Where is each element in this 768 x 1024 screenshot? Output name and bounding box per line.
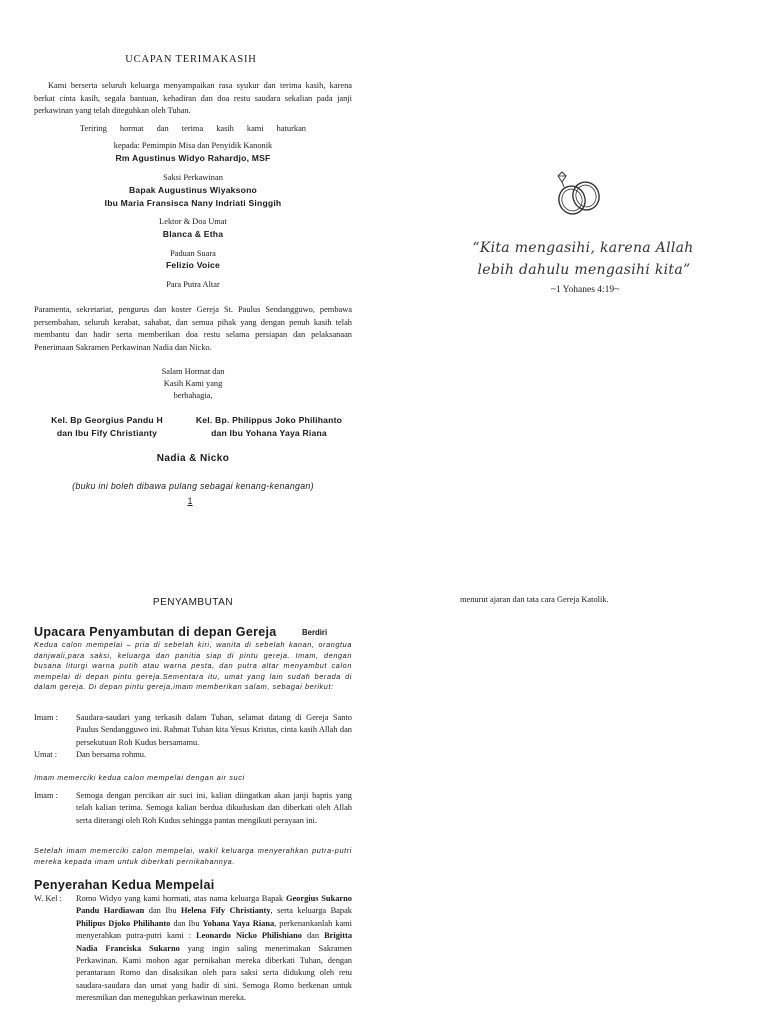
dialog-text: Saudara-saudari yang terkasih dalam Tuhan, selamat datang di Gereja Santo Paulus Sendangguwo ini. Rahmat Tuhan kita Yesus Kristus, cinta kasih Allah dan persekutuan Roh Kudus bersamamu. <box>76 713 352 747</box>
rubric-3: Setelah imam memerciki calon mempelai, wakil keluarga menyerahkan putra-putri mereka kepada imam untuk diberkati pernikahannya. <box>34 846 352 866</box>
family-right-1: Kel. Bp. Philippus Joko Philihanto <box>195 415 343 425</box>
speaker-label: Imam : <box>34 713 58 722</box>
salam-line-2: Kasih Kami yang <box>163 379 223 388</box>
bold-name: Helena Fify Christianty <box>181 906 271 916</box>
dialog-text: Semoga dengan percikan air suci ini, kalian diingatkan akan janji baptis yang telah kalian terima. Semoga kalian berdua dikuduskan dan diberkati oleh Allah serta diterangi oleh Roh Kudus sehingga pantas mengikuti perayaan ini. <box>76 791 352 825</box>
family-left-1: Kel. Bp Georgius Pandu H <box>51 415 163 425</box>
page-title-ucapan: UCAPAN TERIMAKASIH <box>125 54 257 65</box>
section-heading-penyambutan: Upacara Penyambutan di depan Gereja <box>34 625 277 639</box>
family-left-2: dan Ibu Fify Christianty <box>56 428 158 438</box>
text-run: , perkenankanlah kami menyerahkan putra-putri kami : <box>76 918 352 941</box>
salam-line-1: Salam Hormat dan <box>161 367 225 376</box>
bold-name: Philipus Djoko Philihanto <box>76 918 171 928</box>
berdiri-label: Berdiri <box>302 628 328 637</box>
paduan-name: Felizio Voice <box>165 260 220 270</box>
speaker-label: W. Kel : <box>34 894 62 903</box>
saksi-label: Saksi Perkawinan <box>163 173 223 182</box>
paramenta-paragraph: Paramenta, sekretariat, pengurus dan koster Gereja St. Paulus Sendangguwo, pembawa persembahan, seluruh kerabat, sahabat, dan semua pihak yang dengan penuh kasih telah membantu dan hadir serta memberikan doa restu selama persiapan dan pelaksanaan Penerimaan Sakramen Perkawinan Nadia dan Nicko. <box>34 305 352 352</box>
section-heading-penyerahan: Penyerahan Kedua Mempelai <box>34 878 215 892</box>
text-run: , serta keluarga Bapak <box>270 906 352 916</box>
dialog-imam-2 <box>34 790 352 827</box>
text-run: dan <box>301 931 325 941</box>
bold-name: Brigitta Nadia Franciska Sukarno <box>76 931 352 953</box>
text-run: yang ingin saling menerimakan Sakramen Perkawinan. Kami mohon agar pernikahan mereka diberkati Tuhan, dengan perantaraan Romo dan disaksikan oleh para saksi serta didukung oleh retu saudara-saudara dan umat yang hadir di sini. Semoga Romo berkenan untuk meresmikan dan meneguhkan perkawinan mereka. <box>76 943 352 1003</box>
lektor-name: Blanca & Etha <box>162 229 224 239</box>
dialog-imam-1 <box>34 712 352 749</box>
saksi-name-1: Bapak Augustinus Wiyaksono <box>128 185 257 195</box>
rubric-1: Kedua calon mempelai – pria di sebelah kiri, wanita di sebelah kanan, orangtua danjwali,para saksi, keluarga dan panitia siap di pintu gereja. Imam, dengan busana liturgi warna putih atau warna pesta, dan putra altar menyambut calon mempelai di depan pintu gereja.Sementara itu, umat yang lain sudah berada di dalam gereja. Di depan pintu gereja,imam memberikan salam, sebagai berikut: <box>34 640 352 692</box>
speaker-label: Imam : <box>34 791 58 800</box>
dialog-wakil-keluarga <box>34 893 352 1024</box>
paduan-label: Paduan Suara <box>170 249 216 258</box>
wedding-rings-icon <box>548 170 610 220</box>
bold-name: Yohana Yaya Riana <box>202 918 275 928</box>
text-run: dan Ibu <box>144 906 182 916</box>
kepada-label: kepada: Pemimpin Misa dan Penyidik Kanonik <box>113 141 273 150</box>
quote-line-2: lebih dahulu mengasihi kita” <box>477 262 691 278</box>
intro-paragraph: Kami berserta seluruh keluarga menyampaikan rasa syukur dan terima kasih, karena berkat cinta kasih, segala bantuan, kehadiran dan doa restu saudara sekalian pada janji perkawinan yang telah diteguhkan oleh Tuhan. <box>34 81 352 116</box>
text-run: dan Ibu <box>170 918 203 928</box>
page-title-penyambutan: PENYAMBUTAN <box>152 597 234 608</box>
greeting-line: Teriring hormat dan terima kasih kami haturkan <box>80 124 306 133</box>
quote-line-1: “Kita mengasihi, karena Allah <box>472 240 694 256</box>
right-column-text: menurut ajaran dan tata cara Gereja Katolik. <box>460 595 609 604</box>
text-run: Romo Widyo yang kami hormati, atas nama keluarga Bapak <box>76 894 286 903</box>
bold-name: Leonardo Nicko Philishiano <box>196 931 302 941</box>
dialog-text <box>76 893 352 1024</box>
rubric-2: Imam memerciki kedua calon mempelai dengan air suci <box>34 773 245 782</box>
dialog-text: Dan bersama rohmu. <box>76 750 147 759</box>
dialog-umat-1 <box>34 749 352 761</box>
page-number: 1 <box>187 496 193 506</box>
bold-name: Georgius Sukarno Pandu Hardiawan <box>76 894 352 916</box>
couple-name: Nadia & Nicko <box>156 453 230 464</box>
family-right-2: dan Ibu Yohana Yaya Riana <box>211 428 327 438</box>
lektor-label: Lektor & Doa Umat <box>159 217 227 226</box>
salam-line-3: berbahagia, <box>173 391 213 400</box>
quote-verse: ~1 Yohanes 4:19~ <box>550 285 620 295</box>
saksi-name-2: Ibu Maria Fransisca Nany Indriati Singgih <box>104 198 282 208</box>
kepada-name: Rm Agustinus Widyo Rahardjo, MSF <box>115 153 271 163</box>
altar-label: Para Putra Altar <box>166 280 220 289</box>
speaker-label: Umat : <box>34 750 58 759</box>
souvenir-note: (buku ini boleh dibawa pulang sebagai kenang-kenangan) <box>72 481 314 491</box>
